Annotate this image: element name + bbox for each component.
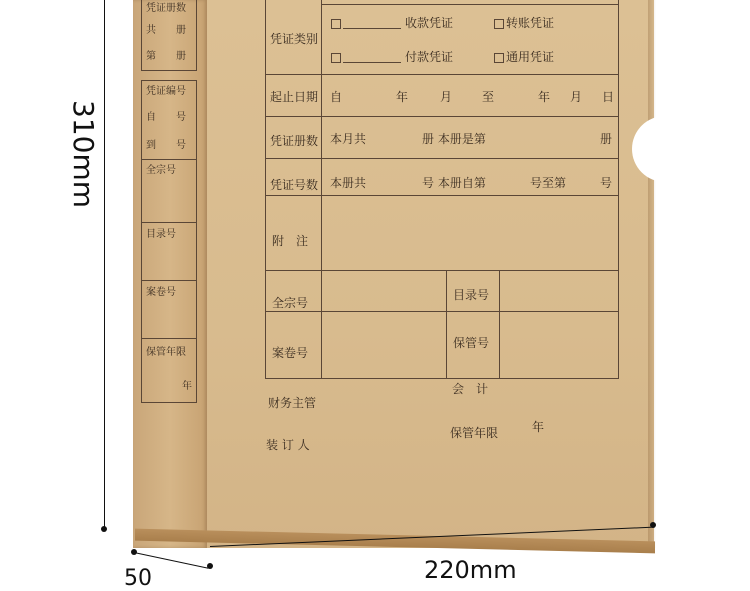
date-from-month: 月 bbox=[440, 90, 453, 104]
voucher-number-label: 凭证号数 bbox=[270, 178, 319, 192]
notes-label: 附 注 bbox=[272, 234, 309, 248]
depth-dimension-start-dot bbox=[131, 549, 137, 555]
date-to-day: 日 bbox=[602, 90, 615, 104]
spine-number-box bbox=[141, 80, 197, 160]
date-from-year: 年 bbox=[396, 90, 409, 104]
number-to: 号至第 bbox=[530, 176, 567, 190]
option-receipt: 收款凭证 bbox=[331, 14, 453, 31]
checkbox-icon bbox=[331, 53, 341, 63]
file-number-label: 案卷号 bbox=[272, 346, 309, 360]
option-general: 通用凭证 bbox=[494, 48, 554, 65]
spine-catalog-label: 目录号 bbox=[146, 229, 176, 240]
height-dimension-label: 310mm bbox=[67, 100, 100, 208]
width-dimension-end-dot bbox=[650, 522, 656, 528]
number-unit: 号 bbox=[600, 176, 613, 190]
accountant-label: 会 计 bbox=[452, 382, 489, 396]
cover-form bbox=[265, 0, 619, 379]
number-total: 本册共 bbox=[330, 176, 367, 190]
date-from: 自 bbox=[330, 90, 343, 104]
checkbox-icon bbox=[331, 19, 341, 29]
spine-volume-title: 凭证册数 bbox=[146, 3, 186, 14]
spine-catalog-box bbox=[141, 222, 197, 281]
binder-label: 装 订 人 bbox=[266, 438, 310, 452]
spine-fonds-label: 全宗号 bbox=[146, 165, 176, 176]
fonds-number-label: 全宗号 bbox=[272, 296, 309, 310]
spine-volume-index: 第 册 bbox=[146, 51, 186, 62]
retention-year-label: 年 bbox=[532, 420, 545, 434]
date-to: 至 bbox=[482, 90, 495, 104]
finance-supervisor-label: 财务主管 bbox=[268, 396, 317, 410]
volume-count-label: 凭证册数 bbox=[270, 134, 319, 148]
count-this-volume: 册 本册是第 bbox=[422, 132, 486, 146]
count-month-total: 本月共 bbox=[330, 132, 367, 146]
number-from: 号 本册自第 bbox=[422, 176, 486, 190]
box-spine bbox=[133, 0, 207, 548]
cover-edge-shade bbox=[648, 0, 656, 548]
spine-retention-box bbox=[141, 338, 197, 403]
spine-retention-year: 年 bbox=[182, 381, 192, 392]
spine-file-box bbox=[141, 280, 197, 339]
date-range-label: 起止日期 bbox=[270, 90, 319, 104]
date-to-month: 月 bbox=[570, 90, 583, 104]
checkbox-icon bbox=[494, 19, 504, 29]
catalog-number-label: 目录号 bbox=[453, 288, 490, 302]
height-dimension-end-dot bbox=[101, 526, 107, 532]
checkbox-icon bbox=[494, 53, 504, 63]
retention-number-label: 保管号 bbox=[453, 336, 490, 350]
voucher-type-label: 凭证类别 bbox=[270, 32, 319, 46]
spine-number-title: 凭证编号 bbox=[146, 86, 186, 97]
retention-period-label: 保管年限 bbox=[450, 426, 499, 440]
date-to-year: 年 bbox=[538, 90, 551, 104]
option-transfer: 转账凭证 bbox=[494, 14, 554, 31]
height-dimension-line bbox=[104, 0, 105, 528]
width-dimension-label: 220mm bbox=[424, 556, 517, 584]
spine-number-to: 到 号 bbox=[146, 140, 186, 151]
spine-volume-box bbox=[141, 0, 197, 71]
count-volume-unit: 册 bbox=[600, 132, 613, 146]
spine-file-label: 案卷号 bbox=[146, 287, 176, 298]
option-payment: 付款凭证 bbox=[331, 48, 453, 65]
spine-fonds-box bbox=[141, 158, 197, 223]
spine-number-from: 自 号 bbox=[146, 112, 186, 123]
depth-dimension-label: 50 bbox=[124, 566, 152, 591]
spine-retention-label: 保管年限 bbox=[146, 347, 186, 358]
spine-volume-total: 共 册 bbox=[146, 25, 186, 36]
